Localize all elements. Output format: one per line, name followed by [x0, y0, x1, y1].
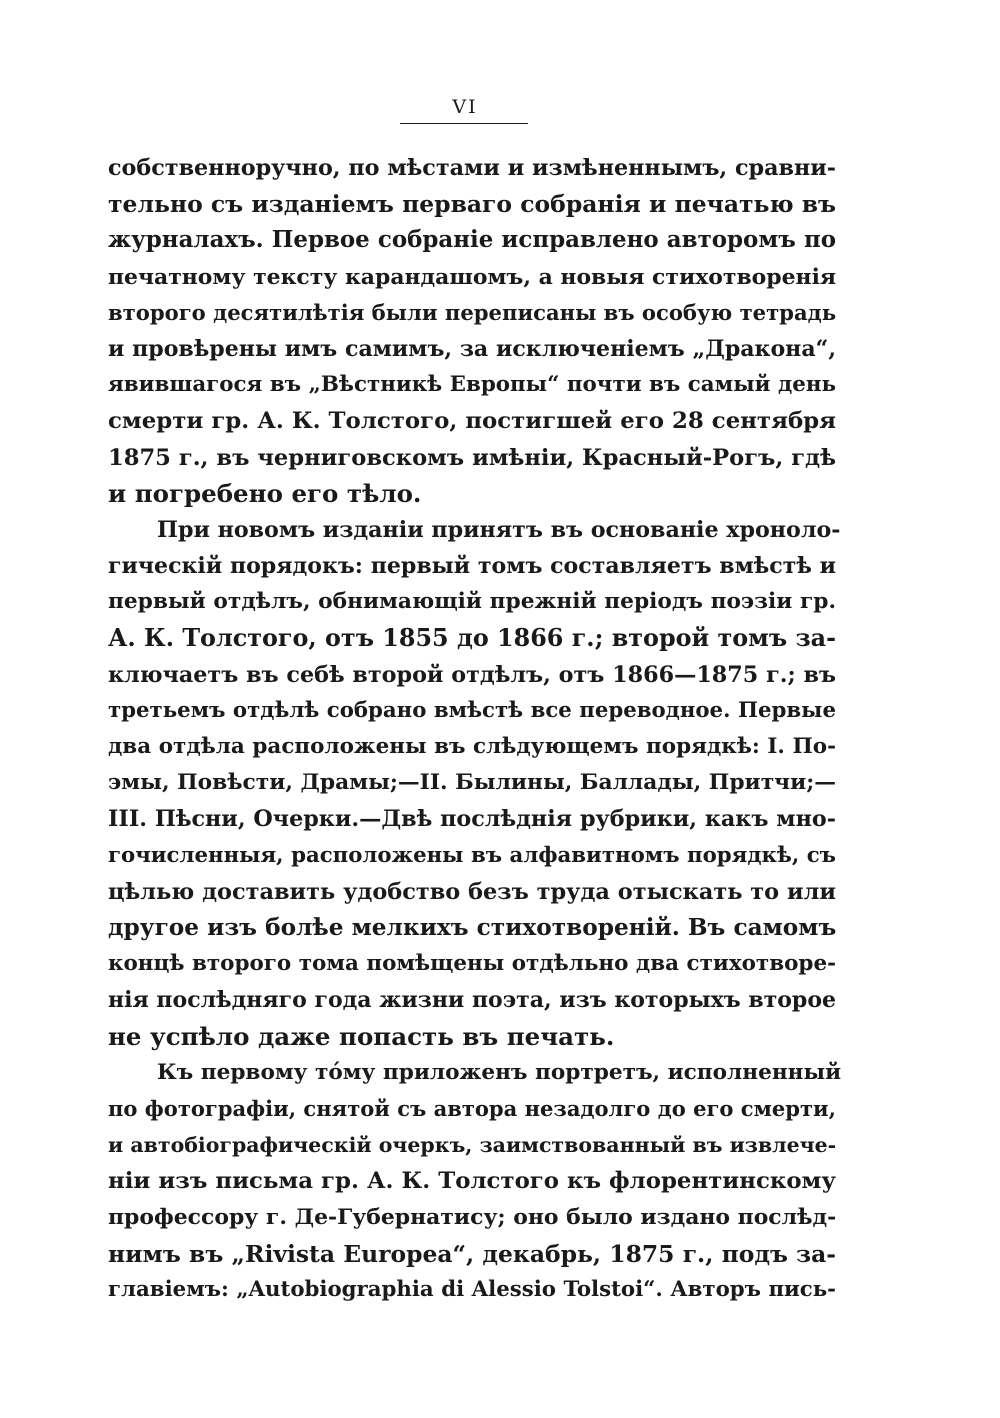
- text-line: и погребено его тѣло.: [108, 478, 422, 508]
- text-line: нимъ въ „Rivista Europea“, декабрь, 1875 г., подъ за-: [108, 1239, 836, 1268]
- text-line: При новомъ изданіи принятъ въ основаніе хроноло-: [157, 516, 841, 543]
- page-number: VI: [452, 96, 478, 118]
- header-rule: [400, 123, 528, 124]
- paragraph-2: [108, 512, 841, 1055]
- text-line: ніи изъ письма гр. А. К. Толстого къ флорентинскому: [108, 1168, 836, 1195]
- text-line: А. К. Толстого, отъ 1855 до 1866 г.; второй томъ за-: [108, 624, 836, 653]
- text-line: Къ первому то́му приложенъ портретъ, исполненный: [157, 1059, 842, 1085]
- text-line: концѣ второго тома помѣщены отдѣльно два стихотворе-: [108, 951, 836, 977]
- text-line: другое изъ болѣе мелкихъ стихотвореній. Въ самомъ: [108, 913, 837, 941]
- paragraph-3: [108, 1055, 842, 1308]
- text-line: журналахъ. Первое собраніе исправлено авторомъ по: [108, 226, 836, 254]
- text-line: третьемъ отдѣлѣ собрано вмѣстѣ все переводное. Первые: [108, 697, 836, 723]
- text-line: и автобіографическій очеркъ, заимствованный въ извлече-: [108, 1133, 837, 1158]
- text-line: явившагося въ „Вѣстникѣ Европы“ почти въ самый день: [108, 372, 836, 398]
- text-line: нія послѣдняго года жизни поэта, изъ которыхъ второе: [108, 987, 836, 1014]
- text-line: гическій порядокъ: первый томъ составляетъ вмѣстѣ и: [108, 553, 836, 580]
- text-line: два отдѣла расположены въ слѣдующемъ порядкѣ: I. По-: [108, 734, 836, 759]
- text-line: главіемъ: „Autobiographia di Alessio Tolstoi“. Авторъ пись-: [108, 1276, 836, 1302]
- text-line: эмы, Повѣсти, Драмы;—II. Былины, Баллады, Притчи;—: [108, 770, 836, 796]
- page-header: [0, 96, 1000, 136]
- text-line: печатному тексту карандашомъ, а новыя стихотворенія: [108, 263, 837, 290]
- text-line: второго десятилѣтія были переписаны въ особую тетрадь: [108, 299, 837, 325]
- text-line: первый отдѣлъ, обнимающій прежній періодъ поэзіи гр.: [108, 589, 836, 615]
- text-line: III. Пѣсни, Очерки.—Двѣ послѣднія рубрики, какъ мно-: [108, 806, 836, 833]
- text-line: цѣлью доставить удобство безъ труда отыскать то или: [108, 878, 836, 905]
- text-line: не успѣло даже попасть въ печать.: [108, 1021, 615, 1051]
- text-line: собственноручно, по мѣстами и измѣненнымъ, сравни-: [108, 155, 836, 181]
- text-line: по фотографіи, снятой съ автора незадолго до его смерти,: [108, 1095, 836, 1121]
- text-line: и провѣрены имъ самимъ, за исключеніемъ „Дракона“,: [108, 335, 836, 362]
- paragraph-1: [108, 150, 836, 512]
- text-line: смерти гр. А. К. Толстого, постигшей его 28 сентября: [108, 408, 836, 435]
- text-line: гочисленныя, расположены въ алфавитномъ порядкѣ, съ: [108, 842, 836, 868]
- text-line: профессору г. Де-Губернатису; оно было издано послѣд-: [108, 1204, 837, 1231]
- body-text: [108, 150, 842, 1308]
- text-line: 1875 г., въ черниговскомъ имѣніи, Красный-Рогъ, гдѣ: [108, 444, 836, 471]
- text-line: тельно съ изданіемъ перваго собранія и печатью въ: [108, 190, 836, 219]
- text-line: ключаетъ въ себѣ второй отдѣлъ, отъ 1866—1875 г.; въ: [108, 661, 836, 688]
